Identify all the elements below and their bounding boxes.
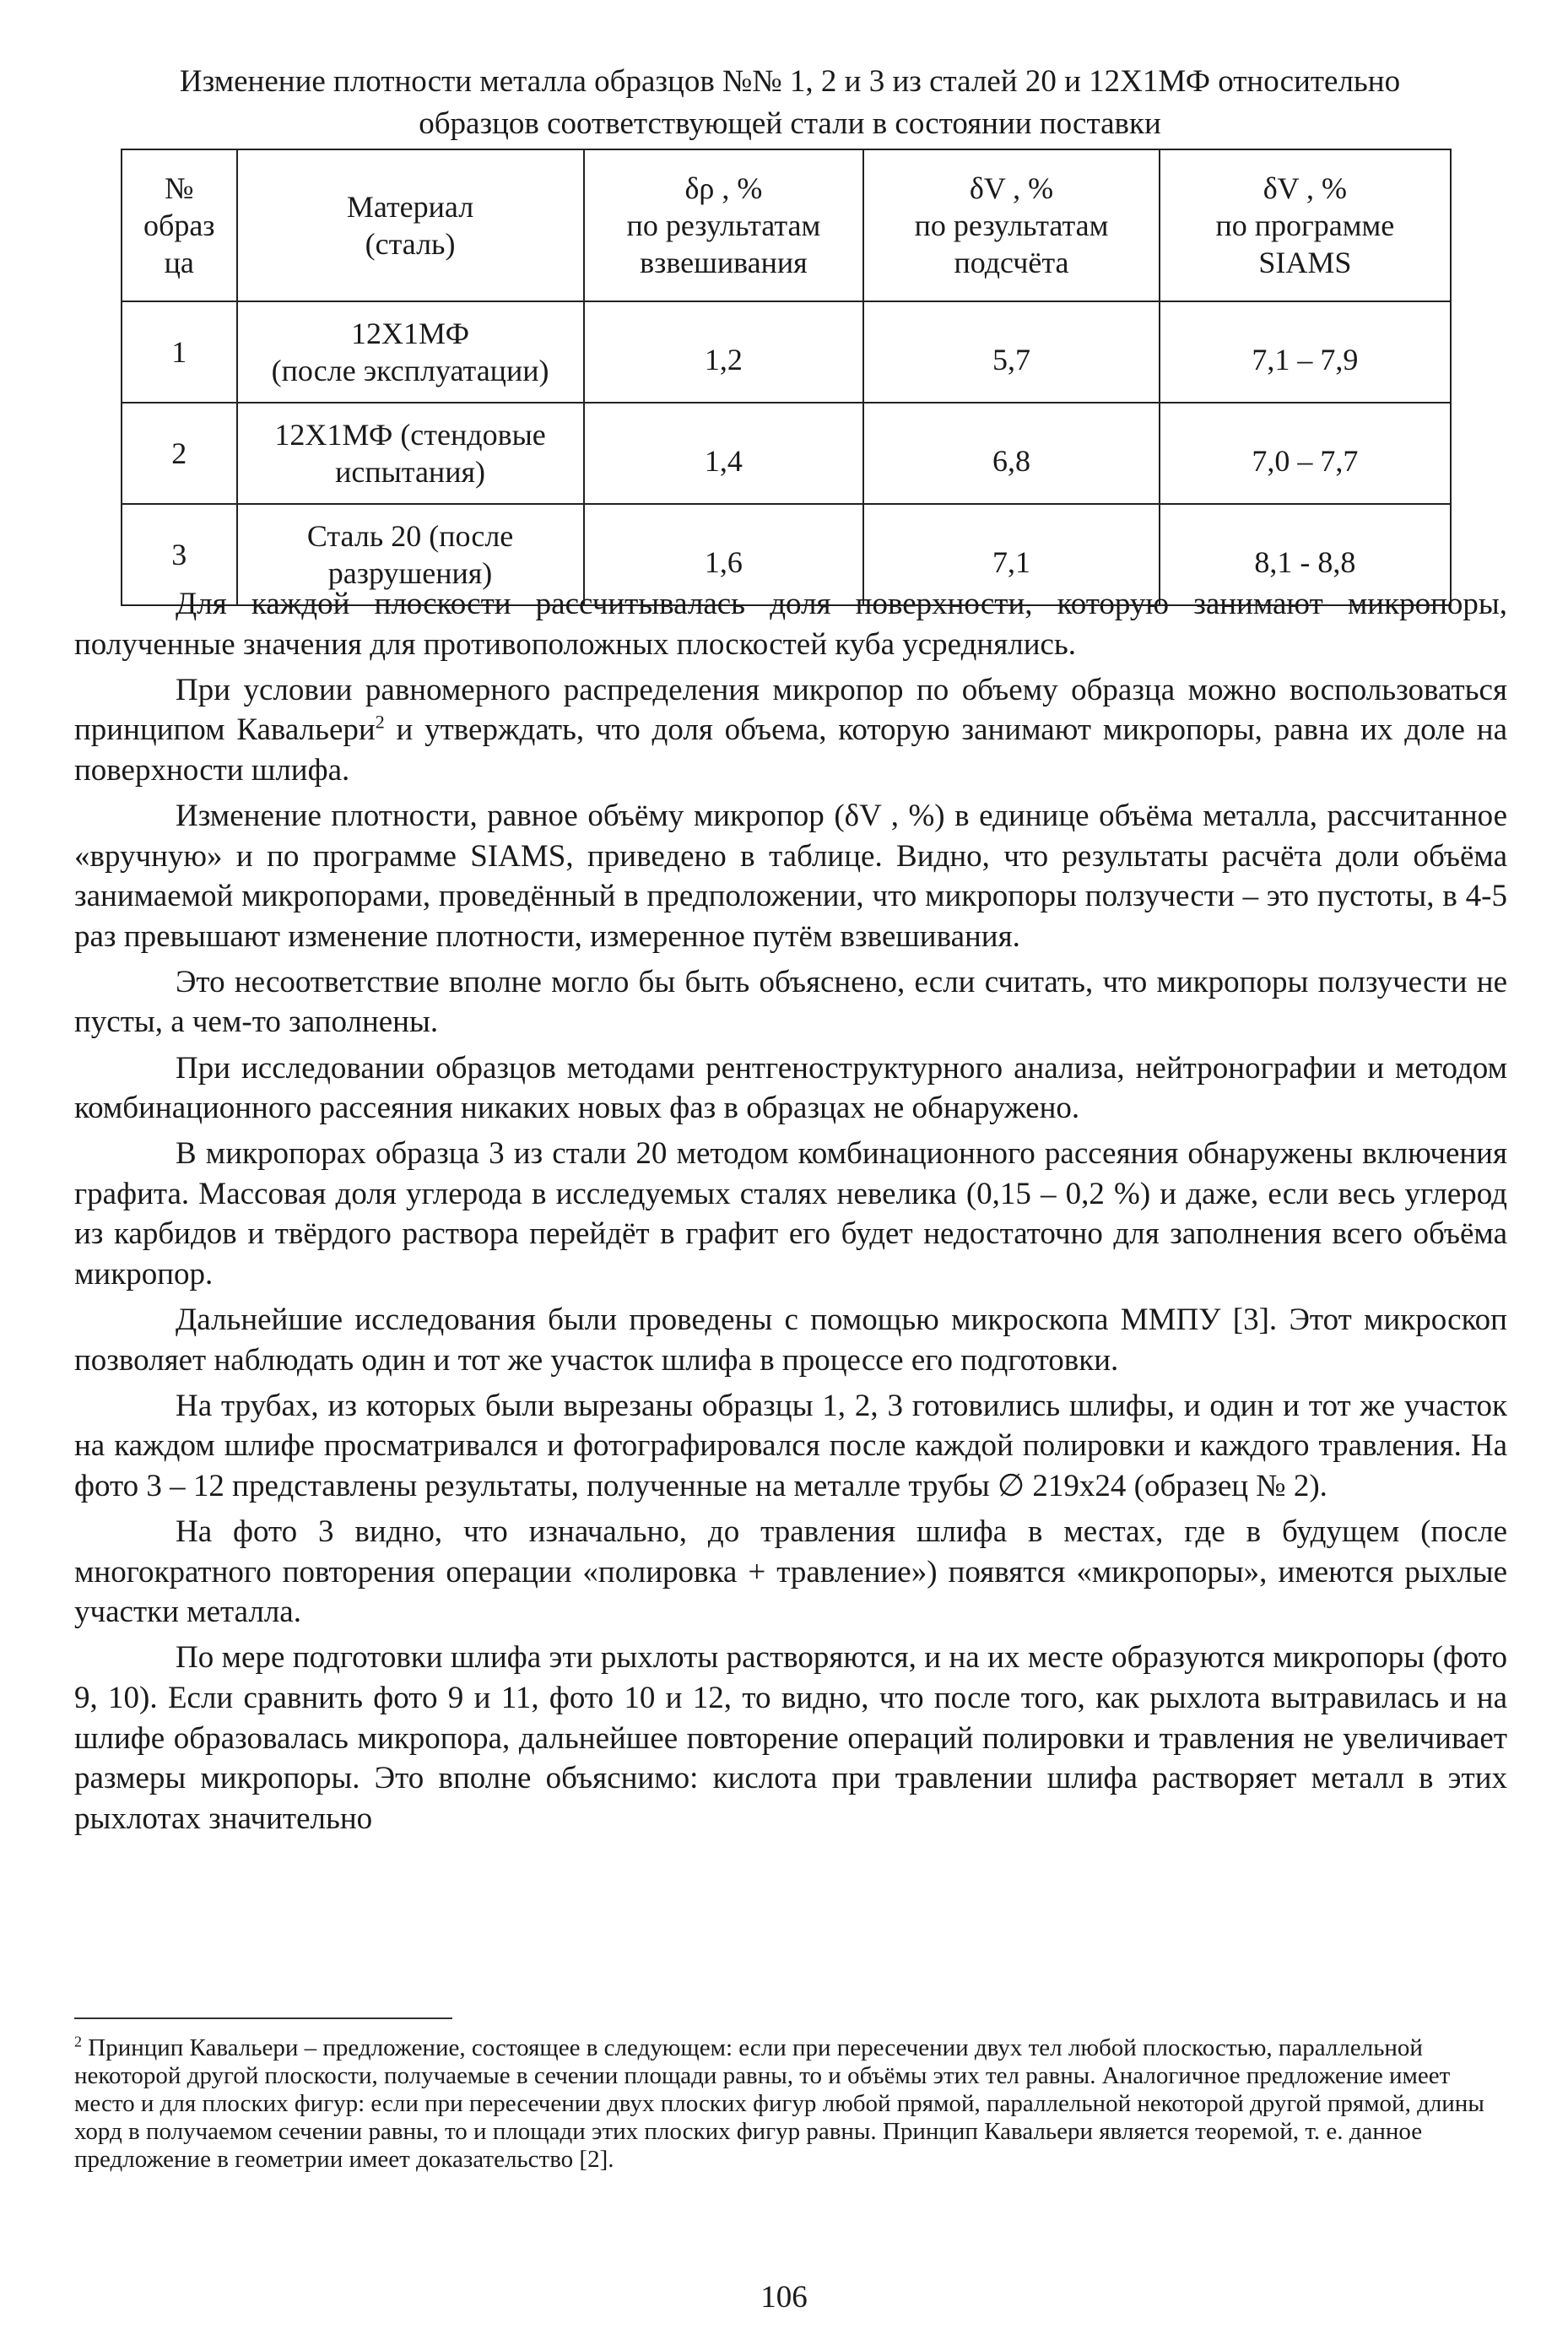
cell-density-weighing: 1,2 <box>584 301 864 403</box>
caption-line-1: Изменение плотности металла образцов №№ 1, 2 и 3 из сталей 20 и 12Х1МФ относительно <box>179 64 1401 99</box>
cell-volume-siams: 7,1 – 7,9 <box>1160 301 1451 403</box>
footnote-text: Принцип Кавальери – предложение, состоящее в следующем: если при пересечении двух тел любой плоскостью, параллельной некоторой другой плоскости, получаемые в сечении площади равны, то и объёмы этих тел равны. Аналогичное предложение имеет место и для плоских фигур: если при пересечении двух плоских фигур любой прямой, параллельной некоторой другой прямой, длины хорд в получаемом сечении равны, то и площади этих плоских фигур равны. Принцип Кавальери является теоремой, т. е. данное предложение в геометрии имеет доказательство [2]. <box>74 2034 1484 2173</box>
cell-material: 12Х1МФ (стендовые испытания) <box>237 403 584 504</box>
cell-density-weighing: 1,4 <box>584 403 864 504</box>
header-density-weighing: δρ , % по результатам взвешивания <box>584 149 864 301</box>
cell-sample-number: 2 <box>122 403 237 504</box>
paragraph: Это несоответствие вполне могло бы быть объяснено, если считать, что микропоры ползучести не пусты, а чем-то заполнены. <box>74 964 1507 1040</box>
header-volume-siams: δV , % по программе SIAMS <box>1160 149 1451 301</box>
cell-density-weighing: 1,6 <box>584 504 864 605</box>
table-header-row <box>122 149 1451 301</box>
footnote-marker: 2 <box>74 2033 82 2050</box>
footnote-divider <box>74 2017 452 2019</box>
paragraph: В микропорах образца 3 из стали 20 методом комбинационного рассеяния обнаружены включения графита. Массовая доля углерода в исследуемых сталях невелика (0,15 – 0,2 %) и даже, если весь углерод из карбидов и твёрдого раствора перейдёт в графит его будет недостаточно для заполнения всего объёма микропор. <box>74 1136 1507 1292</box>
cell-material: Сталь 20 (после разрушения) <box>237 504 584 605</box>
paragraph: Изменение плотности, равное объёму микропор (δV , %) в единице объёма металла, рассчитанное «вручную» и по программе SIAMS, приведено в таблице. Видно, что результаты расчёта доли объёма занимаемой микропорами, проведённый в предположении, что микропоры ползучести – это пустоты, в 4-5 раз превышают изменение плотности, измеренное путём взвешивания. <box>74 798 1507 954</box>
header-material: Материал (сталь) <box>237 149 584 301</box>
paragraph: Для каждой плоскости рассчитывалась доля поверхности, которую занимают микропоры, полученные значения для противоположных плоскостей куба усреднялись. <box>74 587 1507 662</box>
paragraph: По мере подготовки шлифа эти рыхлоты растворяются, и на их месте образуются микропоры (фото 9, 10). Если сравнить фото 9 и 11, фото 10 и 12, то видно, что после того, как рыхлота вытравилась и на шлифе образовалась микропора, дальнейшее повторение операций полировки и травления не увеличивает размеры микропоры. Это вполне объяснимо: кислота при травлении шлифа растворяет металл в этих рыхлотах значительно <box>74 1640 1507 1836</box>
cell-sample-number: 1 <box>122 301 237 403</box>
cell-volume-siams: 8,1 - 8,8 <box>1160 504 1451 605</box>
footnote-reference: 2 <box>375 711 385 733</box>
cell-volume-siams: 7,0 – 7,7 <box>1160 403 1451 504</box>
paragraph: На фото 3 видно, что изначально, до травления шлифа в местах, где в будущем (после многократного повторения операции «полировка + травление») появятся «микропоры», имеются рыхлые участки металла. <box>74 1514 1507 1630</box>
paragraph: При исследовании образцов методами рентгеноструктурного анализа, нейтронографии и методом комбинационного рассеяния никаких новых фаз в образцах не обнаружено. <box>74 1050 1507 1126</box>
table-row <box>122 403 1451 504</box>
cell-sample-number: 3 <box>122 504 237 605</box>
paragraph: На трубах, из которых были вырезаны образцы 1, 2, 3 готовились шлифы, и один и тот же участок на каждом шлифе просматривался и фотографировался после каждой полировки и каждого травления. На фото 3 – 12 представлены результаты, полученные на металле трубы ∅ 219х24 (образец № 2). <box>74 1388 1507 1503</box>
caption-line-2: образцов соответствующей стали в состоянии поставки <box>419 106 1161 141</box>
table-caption <box>73 61 1507 145</box>
page-number: 106 <box>760 2280 808 2315</box>
body-text <box>74 584 1507 1844</box>
header-volume-count: δV , % по результатам подсчёта <box>863 149 1160 301</box>
cell-volume-count: 5,7 <box>863 301 1160 403</box>
footnote <box>74 2034 1507 2174</box>
paragraph: Дальнейшие исследования были проведены с помощью микроскопа ММПУ [3]. Этот микроскоп позволяет наблюдать один и тот же участок шлифа в процессе его подготовки. <box>74 1302 1507 1378</box>
density-table <box>121 149 1452 606</box>
cell-volume-count: 7,1 <box>863 504 1160 605</box>
cell-material: 12Х1МФ (после эксплуатации) <box>237 301 584 403</box>
header-sample-number: № образ ца <box>122 149 237 301</box>
table-row <box>122 301 1451 403</box>
cell-volume-count: 6,8 <box>863 403 1160 504</box>
paragraph: При условии равномерного распределения микропор по объему образца можно воспользоваться принципом Кавальери$^2$ и утверждать, что доля объема, которую занимают микропоры, равна их доле на поверхности шлифа. <box>74 672 1508 788</box>
